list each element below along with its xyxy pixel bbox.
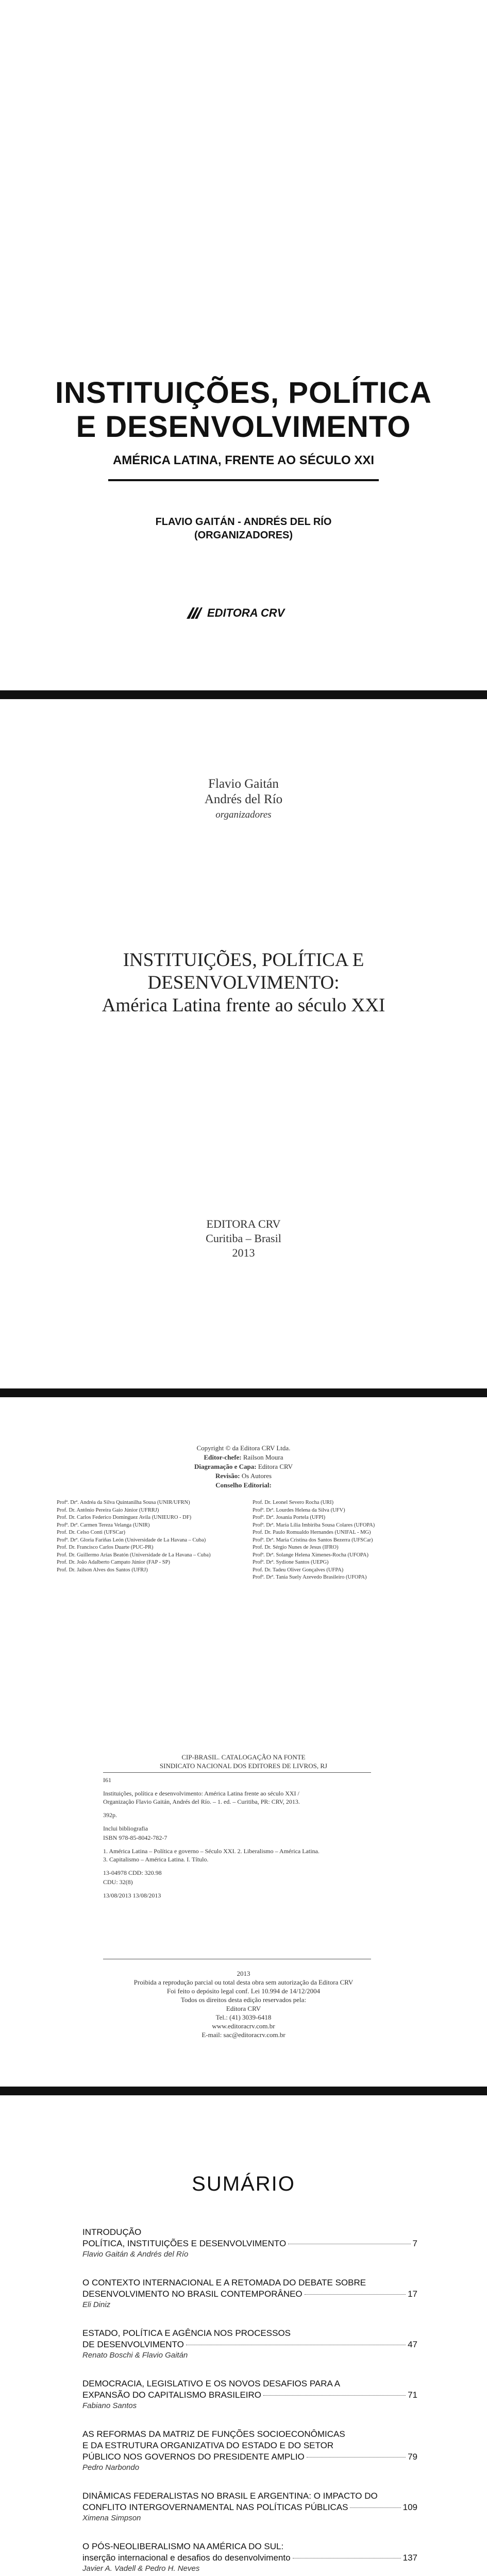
cip-pages: 392p. [103, 1811, 117, 1819]
toc-entry-title: PÚBLICO NOS GOVERNOS DO PRESIDENTE AMPLIO [82, 2452, 305, 2462]
cip-code: I61 [103, 1776, 111, 1784]
inner-title-line: DESENVOLVIMENTO: [147, 972, 340, 993]
toc-entry-title: EXPANSÃO DO CAPITALISMO BRASILEIRO [82, 2390, 262, 2400]
page-separator [0, 1388, 487, 1397]
council-member: Prof. Dr. Leonel Severo Rocha (URI) [253, 1500, 334, 1505]
page-separator [0, 2087, 487, 2095]
cip-dates: 13/08/2013 13/08/2013 [103, 1892, 161, 1899]
toc-entry-title-line [82, 2238, 417, 2249]
inner-title-line: América Latina frente ao século XXI [102, 995, 385, 1016]
council-member: Prof. Dr. Carlos Federico Dominguez Avila (UNIEURO - DF) [57, 1515, 192, 1520]
council-member: Profª. Drª. Tania Suely Azevedo Brasileiro (UFOPA) [253, 1574, 367, 1580]
toc-entry-title: O CONTEXTO INTERNACIONAL E A RETOMADA DO DEBATE SOBRE [82, 2278, 366, 2287]
organizers-names: FLAVIO GAITÁN - ANDRÉS DEL RÍO [155, 516, 332, 528]
toc-entry-author: Eli Diniz [82, 2300, 111, 2309]
council-member: Profª. Drª. Maria Lília Imbiriba Sousa Colares (UFOPA) [253, 1522, 375, 1528]
editor-name: Andrés del Río [204, 792, 283, 806]
toc-page-number: 47 [408, 2340, 417, 2349]
credit-label: Revisão: [215, 1472, 240, 1480]
toc-entry-title-line [82, 2289, 417, 2300]
cover-divider [108, 479, 379, 481]
toc-page-number: 137 [402, 2553, 417, 2563]
credit-label: Editor-chefe: [204, 1453, 242, 1461]
imprint [0, 1217, 487, 1260]
toc-entry-author: Javier A. Vadell & Pedro H. Neves [82, 2564, 200, 2573]
council-member: Prof. Dr. Jailson Alves dos Santos (UFRJ) [57, 1567, 148, 1573]
toc-page-number: 17 [408, 2289, 417, 2299]
rights-email: E-mail: sac@editoracrv.com.br [201, 2031, 286, 2039]
council-member: Profª. Drª. Lourdes Helena da Silva (UFV) [253, 1507, 345, 1513]
imprint-city: Curitiba – Brasil [206, 1232, 281, 1245]
cip-numbers: 13-04978 CDD: 320.98 [103, 1869, 162, 1876]
toc-entry[interactable] [82, 2378, 417, 2411]
toc-leader-dots [263, 2395, 406, 2396]
toc-leader-dots [305, 2294, 406, 2295]
cip-isbn: ISBN 978-85-8042-782-7 [103, 1834, 167, 1841]
council-member: Profª. Drª. Josania Portela (UFPI) [253, 1515, 326, 1520]
rights-line: Editora CRV [226, 2005, 261, 2012]
toc-entry-title: AS REFORMAS DA MATRIZ DE FUNÇÕES SOCIOECONÔMICAS [82, 2429, 345, 2439]
toc-page-number: 109 [402, 2502, 417, 2512]
cip-cdu: CDU: 32(8) [103, 1878, 133, 1886]
council-member: Profª. Drª. Andréa da Silva Quintanilha Sousa (UNIR/UFRN) [57, 1500, 190, 1505]
toc-entry-title-line [82, 2502, 417, 2513]
council-list-left [57, 1499, 211, 1574]
toc-page-1 [0, 2095, 487, 2576]
toc-leader-dots [307, 2457, 406, 2458]
toc-entry-author: Fabiano Santos [82, 2401, 137, 2410]
credit-layout [0, 1462, 487, 1471]
rights-website: www.editoracrv.com.br [212, 2022, 275, 2030]
toc-entry-title: DINÂMICAS FEDERALISTAS NO BRASIL E ARGENTINA: O IMPACTO DO [82, 2491, 378, 2501]
toc-entry[interactable] [82, 2541, 417, 2574]
toc-leader-dots [350, 2507, 400, 2508]
toc-entry-title-line [82, 2552, 417, 2564]
toc-entry-title: DEMOCRACIA, LEGISLATIVO E OS NOVOS DESAFIOS PARA A [82, 2379, 341, 2388]
toc-entry[interactable] [82, 2429, 417, 2473]
toc-entry-title: O PÓS-NEOLIBERALISMO NA AMÉRICA DO SUL: [82, 2541, 284, 2551]
council-member: Prof. Dr. Celso Conti (UFSCar) [57, 1530, 126, 1535]
toc-entry-title-line [82, 2389, 417, 2401]
council-member: Profª. Drª. Solange Helena Ximenes-Rocha (UFOPA) [253, 1552, 368, 1558]
editors-block [0, 776, 487, 823]
toc-entry-title: POLÍTICA, INSTITUIÇÕES E DESENVOLVIMENTO [82, 2239, 287, 2248]
publisher-logo [186, 604, 304, 622]
toc-entry-title: DE DESENVOLVIMENTO [82, 2340, 184, 2349]
copyright-line: Copyright © da Editora CRV Ltda. [196, 1444, 291, 1452]
toc-entry-title: CONFLITO INTERGOVERNAMENTAL NAS POLÍTICAS PÚBLICAS [82, 2502, 348, 2512]
title-page [0, 699, 487, 1388]
book-title [0, 376, 487, 444]
organizers [0, 515, 487, 542]
cip-record [103, 1776, 320, 1905]
council-heading: Conselho Editorial: [215, 1481, 272, 1489]
toc-entry-title: E DA ESTRUTURA ORGANIZATIVA DO ESTADO E DO SETOR [82, 2441, 334, 2450]
council-member: Prof. Dr. Sérgio Nunes de Jesus (IFRO) [253, 1545, 339, 1550]
toc-entry-title: inserção internacional e desafios do desenvolvimento [82, 2553, 291, 2563]
publisher-logo-icon [186, 605, 203, 621]
inner-title [0, 949, 487, 1017]
toc-entry[interactable] [82, 2277, 417, 2310]
toc-entry-title: ESTADO, POLÍTICA E AGÊNCIA NOS PROCESSOS [82, 2328, 291, 2338]
toc-entry-author: Flavio Gaitán & Andrés del Río [82, 2250, 189, 2259]
toc-entry-title-line [82, 2451, 417, 2463]
credit-value: Editora CRV [258, 1463, 293, 1470]
rights-line: Todos os direitos desta edição reservados pela: [180, 1996, 307, 2004]
publisher-name: EDITORA CRV [207, 606, 285, 619]
credit-editor [0, 1453, 487, 1462]
rights-line: Tel.: (41) 3039-6418 [215, 2013, 272, 2021]
council-member: Prof. Dr. Francisco Carlos Duarte (PUC-PR) [57, 1545, 154, 1550]
rights-block [0, 1969, 487, 2039]
copyright-page [0, 1397, 487, 2087]
cover-page [0, 0, 487, 690]
toc-page-number: 7 [412, 2239, 417, 2248]
editor-name: Flavio Gaitán [208, 777, 279, 791]
book-title-line-1: INSTITUIÇÕES, POLÍTICA [55, 376, 432, 410]
toc-entry-author: Pedro Narbondo [82, 2463, 140, 2472]
credits-block [0, 1444, 487, 1490]
organizers-role: (ORGANIZADORES) [194, 530, 293, 541]
toc-entry[interactable] [82, 2328, 417, 2361]
book-title-line-2: E DESENVOLVIMENTO [76, 410, 411, 444]
toc-heading: SUMÁRIO [192, 2173, 295, 2195]
cip-rule [103, 1772, 371, 1773]
council-member: Prof. Dr. Tadeu Oliver Gonçalves (UFPA) [253, 1567, 344, 1573]
inner-title-line: INSTITUIÇÕES, POLÍTICA E [123, 950, 364, 971]
book-subtitle: AMÉRICA LATINA, FRENTE AO SÉCULO XXI [112, 453, 375, 467]
page-separator [0, 690, 487, 699]
council-member: Prof. Dr. João Adalberto Campato Júnior (FAP - SP) [57, 1560, 170, 1565]
editors-role: organizadores [215, 809, 272, 820]
credit-value: Os Autores [241, 1472, 272, 1480]
toc-entry[interactable] [82, 2227, 417, 2260]
council-member: Profª. Drª. Carmen Tereza Velanga (UNIR) [57, 1522, 150, 1528]
imprint-publisher: EDITORA CRV [206, 1217, 281, 1230]
council-member: Profª. Drª. Maria Cristina dos Santos Bezerra (UFSCar) [253, 1537, 373, 1543]
council-member: Prof. Dr. Paulo Romualdo Hernandes (UNIFAL - MG) [253, 1530, 371, 1535]
credit-value: Railson Moura [243, 1453, 283, 1461]
toc-entry-author: Ximena Simpson [82, 2514, 141, 2522]
cip-entry: Instituições, política e desenvolvimento: América Latina frente ao século XXI / Organização Flavio Gaitán, Andrés del Río. – 1. ed. – Curitiba, PR: CRV, 2013. [103, 1790, 300, 1805]
imprint-year: 2013 [232, 1246, 255, 1259]
council-member: Prof. Dr. Antônio Pereira Gaio Júnior (UFRRJ) [57, 1507, 159, 1513]
toc-entry-title: DESENVOLVIMENTO NO BRASIL CONTEMPORÂNEO [82, 2289, 303, 2299]
cip-bibliography: Inclui bibliografia [103, 1825, 148, 1832]
credit-label: Diagramação e Capa: [194, 1463, 257, 1470]
toc-entry[interactable] [82, 2490, 417, 2523]
toc-entry-title: INTRODUÇÃO [82, 2227, 142, 2237]
cip-heading: CIP-BRASIL. CATALOGAÇÃO NA FONTE SINDICATO NACIONAL DOS EDITORES DE LIVROS, RJ [159, 1753, 328, 1770]
rights-line: Proibida a reprodução parcial ou total desta obra sem autorização da Editora CRV [133, 1978, 354, 1986]
toc-entry-author: Renato Boschi & Flavio Gaitán [82, 2351, 188, 2360]
council-member: Profª. Drª. Gloria Fariñas León (Universidade de La Havana – Cuba) [57, 1537, 206, 1543]
toc-page-number: 71 [408, 2390, 417, 2400]
credit-review [0, 1471, 487, 1481]
rights-year: 2013 [237, 1970, 250, 1977]
council-list-right [253, 1499, 375, 1582]
council-member: Prof. Dr. Guillermo Arias Beatón (Universidade de La Havana – Cuba) [57, 1552, 211, 1558]
council-member: Profª. Drª. Sydione Santos (UEPG) [253, 1560, 329, 1565]
rights-line: Foi feito o depósito legal conf. Lei 10.994 de 14/12/2004 [166, 1987, 321, 1995]
toc-entry-title-line [82, 2339, 417, 2350]
toc-page-number: 79 [408, 2452, 417, 2462]
cip-subjects: 1. América Latina – Política e governo – Século XXI. 2. Liberalismo – América Latina. 3. Capitalismo – América Latina. I. Título. [103, 1848, 320, 1863]
